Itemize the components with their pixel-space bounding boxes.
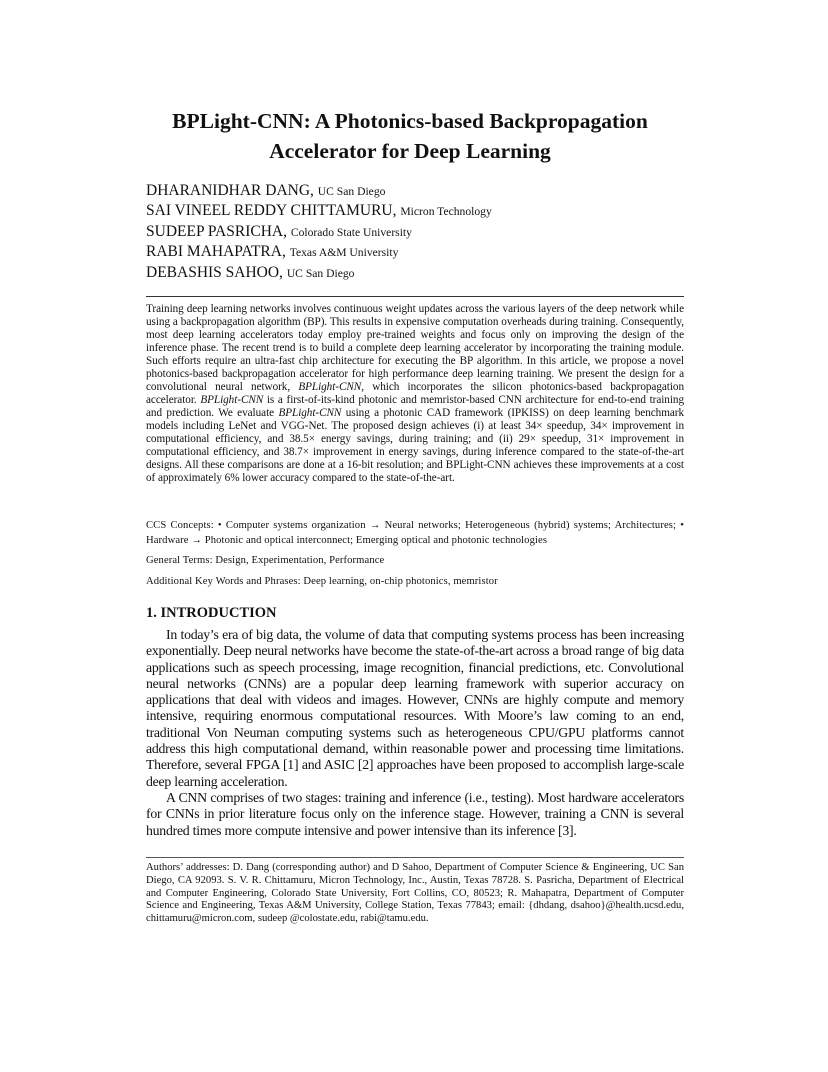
author-name: DEBASHIS SAHOO, (146, 263, 283, 281)
author-affiliation: UC San Diego (317, 185, 386, 198)
authors-addresses-footnote: Authors’ addresses: D. Dang (corresponding author) and D Sahoo, Department of Computer Science & Engineering, UC San Diego, CA 92093. S. V. R. Chittamuru, Micron Technology, Inc., Austin, Texas 78728. S. Pasricha, Department of Electrical and Computer Engineering, Colorado State University, Fort Collins, CO, 80523; R. Mahapatra, Department of Computer Science and Engineering, Texas A&M University, College Station, Texas 77843; email: {dhdang, dsahoo}@health.ucsd.edu, chittamuru@micron.com, sudeep @colostate.edu, rabi@tamu.edu. (146, 862, 684, 925)
paragraph: A CNN comprises of two stages: training and inference (i.e., testing). Most hardware accelerators for CNNs in prior literature focus only on the inference stage. However, training a CNN is several hundred times more compute intensive and power intensive than its inference [3]. (146, 789, 684, 838)
keywords: Additional Key Words and Phrases: Deep learning, on-chip photonics, memristor (146, 576, 498, 587)
author-name: SAI VINEEL REDDY CHITTAMURU, (146, 202, 397, 220)
abstract-emphasis: BPLight-CNN (298, 381, 362, 393)
ccs-concepts: CCS Concepts: • Computer systems organization → Neural networks; Heterogeneous (hybrid) systems; Architectures; • Hardware → Photonic and optical interconnect; Emerging optical and photonic technologies (146, 520, 684, 546)
author-entry (146, 263, 686, 283)
author-affiliation: Colorado State University (290, 225, 412, 239)
author-affiliation: Micron Technology (400, 205, 492, 219)
introduction-body (146, 627, 684, 839)
author-affiliation: UC San Diego (286, 266, 355, 280)
author-name: DHARANIDHAR DANG, (146, 182, 314, 199)
abstract-text: Training deep learning networks involves continuous weight updates across the various layers of the deep network while using a backpropagation algorithm (BP). This results in expensive computation overheads during training. Consequently, most deep learning accelerators today employ pre-trained weights and focus only on improving the design of the inference phase. The recent trend is to build a complete deep learning accelerator by incorporating the training module. Such efforts require an ultra-fast chip architecture for executing the BP algorithm. In this article, we propose a novel photonics-based backpropagation accelerator for high performance deep learning training. We present the design for a convolutional neural network, (146, 303, 684, 393)
abstract (146, 303, 684, 485)
author-name: SUDEEP PASRICHA, (146, 222, 287, 240)
author-entry (146, 201, 686, 221)
author-entry (146, 222, 686, 242)
author-list (146, 181, 686, 283)
abstract-text: using a photonic CAD framework (IPKISS) on deep learning benchmark models including LeNet and VGG-Net. The proposed design achieves (i) at least 34× speedup, 34× improvement in computational efficiency, and 38.5× energy savings, during training; and (ii) 29× speedup, 31× improvement in computational efficiency, and 38.7× improvement in energy savings, during inference compared to the state-of-the-art designs. All these comparisons are done at a 16-bit resolution; and BPLight-CNN achieves these improvements at a cost of approximately 6% lower accuracy compared to the state-of-the-art. (146, 407, 684, 484)
abstract-top-rule (146, 296, 684, 297)
abstract-emphasis: BPLight-CNN (278, 407, 342, 419)
title-line-2: Accelerator for Deep Learning (269, 139, 551, 163)
paragraph: In today’s era of big data, the volume of data that computing systems process has been increasing exponentially. Deep neural networks have become the state-of-the-art across a broad range of big data applications such as speech processing, image recognition, financial predictions, etc. Convolutional neural networks (CNNs) are a popular deep learning framework with superior accuracy on applications that deal with videos and images. However, CNNs are highly compute and memory intensive, requiring enormous computational resources. With Moore’s law coming to an end, traditional Von Neuman computing systems such as heterogeneous CPU/GPU platforms cannot address this high computational demand, within reasonable power and processing time limitations. Therefore, several FPGA [1] and ASIC [2] approaches have been proposed to accomplish large-scale deep learning acceleration. (146, 627, 684, 789)
general-terms: General Terms: Design, Experimentation, Performance (146, 555, 385, 566)
paper-title (120, 106, 700, 166)
abstract-text: is a first-of-its-kind photonic and memristor-based CNN architecture for end-to-end training and prediction. We evaluate (146, 394, 684, 419)
abstract-emphasis: BPLight-CNN (200, 394, 264, 406)
author-affiliation: Texas A&M University (289, 246, 399, 260)
author-entry (146, 181, 686, 201)
abstract-text: , which incorporates the silicon photonics-based backpropagation accelerator. (146, 381, 684, 406)
title-line-1: BPLight-CNN: A Photonics-based Backpropagation (172, 109, 648, 133)
author-name: RABI MAHAPATRA, (146, 243, 286, 261)
section-heading: 1. INTRODUCTION (146, 605, 277, 621)
footnote-rule (146, 857, 684, 858)
author-entry (146, 242, 686, 262)
